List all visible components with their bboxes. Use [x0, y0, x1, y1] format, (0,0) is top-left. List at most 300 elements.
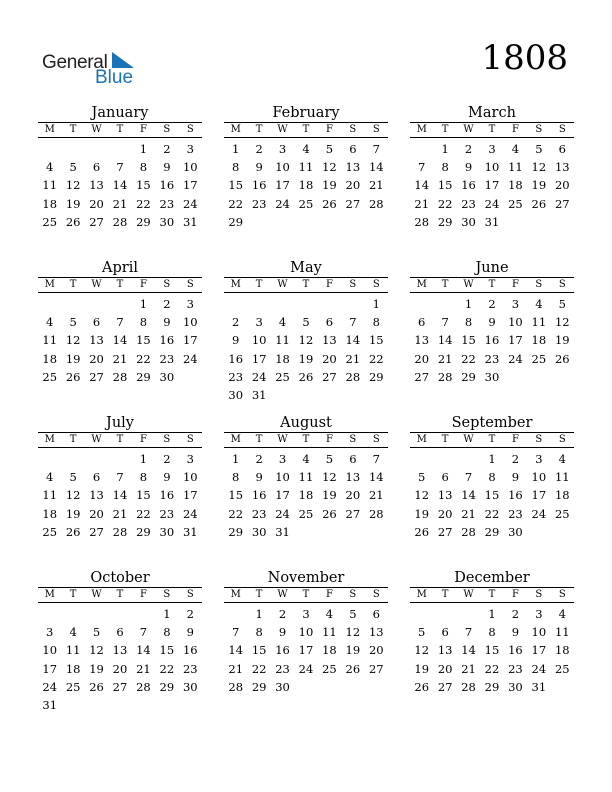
weekday-header: W	[277, 124, 288, 135]
day-cell: 24	[275, 196, 290, 211]
day-cell: 1	[232, 452, 240, 466]
brand-name-blue: Blue	[95, 67, 134, 88]
day-cell: 5	[349, 607, 357, 621]
day-cell: 15	[437, 178, 453, 193]
day-grid	[224, 450, 388, 541]
day-cell: 3	[488, 142, 496, 156]
day-cell: 18	[42, 506, 58, 521]
day-cell: 9	[163, 470, 171, 485]
day-cell: 8	[372, 315, 380, 330]
day-cell: 30	[508, 679, 523, 694]
day-cell: 8	[464, 315, 473, 330]
day-grid	[410, 140, 574, 231]
weekday-header: T	[255, 434, 263, 445]
day-cell: 11	[554, 625, 570, 640]
weekday-header: T	[255, 279, 263, 290]
day-cell: 28	[345, 369, 361, 384]
day-cell: 3	[511, 297, 520, 311]
day-cell: 14	[112, 178, 128, 193]
empty-day-cell	[108, 295, 131, 313]
day-cell: 29	[251, 679, 267, 694]
day-grid	[410, 450, 574, 541]
day-cell: 12	[414, 488, 430, 503]
weekday-header: T	[441, 279, 449, 290]
day-cell: 9	[511, 470, 520, 485]
day-cell: 18	[42, 196, 58, 211]
day-cell: 11	[42, 488, 58, 503]
day-cell: 29	[461, 369, 476, 384]
day-cell: 5	[558, 297, 566, 311]
day-cell: 2	[163, 142, 171, 156]
day-cell: 12	[414, 643, 430, 658]
day-cell: 30	[484, 369, 500, 384]
day-cell: 5	[69, 160, 77, 175]
day-cell: 12	[531, 160, 547, 175]
weekday-header: S	[349, 589, 357, 600]
weekday-header: M	[44, 434, 55, 445]
day-cell: 16	[251, 178, 267, 193]
weekday-header-row	[410, 122, 574, 138]
day-cell: 10	[275, 470, 290, 485]
day-cell: 9	[163, 315, 171, 330]
day-cell: 27	[414, 369, 430, 384]
day-cell: 13	[368, 625, 384, 640]
weekday-header-row	[410, 277, 574, 293]
day-cell: 1	[464, 297, 473, 311]
weekday-header-row	[38, 277, 202, 293]
brand-logo	[42, 50, 142, 90]
weekday-header: T	[69, 434, 77, 445]
day-cell: 31	[531, 679, 547, 694]
empty-day-cell	[410, 605, 433, 623]
day-cell: 10	[275, 160, 290, 175]
day-cell: 15	[484, 488, 500, 503]
day-cell: 25	[298, 506, 314, 521]
day-cell: 15	[368, 333, 384, 348]
day-cell: 15	[228, 488, 244, 503]
day-cell: 20	[322, 351, 337, 366]
day-cell: 25	[42, 214, 58, 229]
day-cell: 26	[414, 679, 430, 694]
empty-day-cell	[457, 605, 480, 623]
day-cell: 8	[232, 470, 240, 485]
day-cell: 13	[414, 333, 430, 348]
day-cell: 6	[116, 625, 124, 640]
day-cell: 17	[298, 643, 314, 658]
day-cell: 5	[418, 625, 426, 640]
weekday-header-row	[224, 277, 388, 293]
day-cell: 12	[89, 643, 104, 658]
day-cell: 18	[275, 351, 290, 366]
day-cell: 23	[159, 196, 175, 211]
empty-day-cell	[38, 295, 61, 313]
weekday-header: M	[230, 434, 241, 445]
day-cell: 4	[46, 470, 54, 485]
day-cell: 20	[437, 661, 453, 676]
day-cell: 19	[65, 506, 81, 521]
day-cell: 26	[65, 369, 81, 384]
day-cell: 11	[298, 160, 314, 175]
day-cell: 30	[228, 387, 244, 402]
day-cell: 6	[441, 625, 449, 640]
day-cell: 7	[464, 470, 473, 485]
day-cell: 24	[182, 196, 198, 211]
weekday-header: S	[186, 589, 194, 600]
day-cell: 9	[255, 470, 263, 485]
empty-day-cell	[410, 140, 433, 158]
day-cell: 15	[136, 488, 151, 503]
weekday-header: F	[511, 589, 519, 600]
month-name: February	[272, 105, 340, 121]
weekday-header-row	[224, 587, 388, 603]
day-cell: 15	[484, 643, 500, 658]
day-cell: 14	[437, 333, 453, 348]
day-cell: 28	[414, 214, 430, 229]
day-cell: 28	[136, 679, 151, 694]
weekday-header-row	[410, 587, 574, 603]
day-cell: 24	[531, 506, 547, 521]
day-cell: 9	[278, 625, 287, 640]
weekday-header: S	[535, 434, 543, 445]
day-cell: 28	[112, 214, 128, 229]
day-cell: 10	[508, 315, 523, 330]
day-cell: 28	[228, 679, 244, 694]
day-cell: 27	[437, 679, 453, 694]
day-cell: 1	[488, 607, 496, 621]
day-cell: 20	[368, 643, 384, 658]
day-cell: 18	[322, 643, 337, 658]
weekday-header-row	[224, 432, 388, 448]
day-cell: 8	[139, 315, 148, 330]
empty-day-cell	[108, 605, 131, 623]
day-cell: 27	[89, 524, 104, 539]
day-cell: 22	[136, 506, 151, 521]
weekday-header: F	[325, 279, 333, 290]
day-cell: 23	[182, 661, 198, 676]
day-cell: 15	[228, 178, 244, 193]
day-cell: 5	[69, 315, 77, 330]
weekday-header-row	[38, 122, 202, 138]
weekday-header: W	[463, 589, 474, 600]
month-february	[224, 105, 388, 231]
month-december	[410, 570, 574, 696]
empty-day-cell	[318, 295, 341, 313]
weekday-header: M	[44, 124, 55, 135]
weekday-header: S	[558, 434, 566, 445]
empty-day-cell	[61, 450, 84, 468]
day-cell: 1	[255, 607, 263, 621]
day-cell: 27	[437, 524, 453, 539]
weekday-header: W	[91, 124, 102, 135]
logo-triangle-icon	[112, 52, 134, 68]
month-july	[38, 415, 202, 541]
day-cell: 20	[89, 196, 104, 211]
empty-day-cell	[61, 140, 84, 158]
day-cell: 22	[484, 661, 500, 676]
month-name: October	[90, 570, 150, 586]
day-cell: 16	[484, 333, 500, 348]
day-cell: 29	[136, 369, 151, 384]
empty-day-cell	[85, 140, 108, 158]
day-cell: 19	[298, 351, 314, 366]
day-grid	[410, 295, 574, 386]
day-cell: 26	[65, 214, 81, 229]
day-cell: 24	[182, 351, 198, 366]
day-cell: 29	[159, 679, 175, 694]
weekday-header: S	[163, 589, 171, 600]
day-cell: 27	[345, 506, 361, 521]
day-cell: 25	[554, 506, 570, 521]
day-grid	[38, 605, 202, 714]
year-title: 1808	[481, 38, 568, 78]
day-cell: 12	[345, 625, 361, 640]
day-cell: 23	[251, 506, 267, 521]
day-cell: 13	[112, 643, 128, 658]
day-cell: 14	[112, 333, 128, 348]
empty-day-cell	[38, 605, 61, 623]
day-cell: 30	[508, 524, 523, 539]
day-cell: 25	[554, 661, 570, 676]
weekday-header: T	[441, 434, 449, 445]
day-cell: 21	[112, 506, 128, 521]
day-cell: 31	[251, 387, 267, 402]
day-cell: 7	[116, 315, 124, 330]
day-cell: 3	[186, 297, 194, 311]
month-november	[224, 570, 388, 696]
weekday-header: S	[349, 279, 357, 290]
day-cell: 10	[531, 625, 547, 640]
month-april	[38, 260, 202, 386]
day-cell: 14	[461, 643, 476, 658]
day-cell: 18	[554, 488, 570, 503]
day-cell: 22	[461, 351, 476, 366]
day-cell: 17	[484, 178, 500, 193]
weekday-header: W	[277, 589, 288, 600]
day-cell: 10	[251, 333, 267, 348]
month-may	[224, 260, 388, 404]
day-cell: 19	[322, 488, 337, 503]
day-cell: 21	[461, 506, 476, 521]
weekday-header: T	[302, 434, 310, 445]
weekday-header: S	[163, 124, 171, 135]
day-cell: 19	[65, 196, 81, 211]
day-cell: 25	[42, 524, 58, 539]
day-cell: 7	[139, 625, 148, 640]
month-name: August	[280, 415, 332, 431]
day-cell: 31	[484, 214, 500, 229]
day-cell: 30	[182, 679, 198, 694]
weekday-header: M	[416, 434, 427, 445]
day-cell: 23	[508, 661, 523, 676]
empty-day-cell	[271, 295, 294, 313]
day-cell: 12	[65, 488, 81, 503]
weekday-header: S	[372, 279, 380, 290]
day-cell: 1	[139, 142, 148, 156]
day-cell: 2	[511, 452, 520, 466]
day-cell: 19	[345, 643, 361, 658]
day-cell: 3	[278, 142, 287, 156]
day-cell: 20	[437, 506, 453, 521]
day-cell: 24	[508, 351, 523, 366]
day-cell: 19	[531, 178, 547, 193]
weekday-header: T	[116, 124, 124, 135]
weekday-header: T	[488, 124, 496, 135]
day-cell: 6	[92, 470, 101, 485]
day-cell: 14	[228, 643, 244, 658]
empty-day-cell	[433, 605, 456, 623]
day-cell: 12	[65, 178, 81, 193]
day-cell: 22	[159, 661, 175, 676]
day-cell: 11	[531, 315, 547, 330]
day-cell: 15	[251, 643, 267, 658]
day-cell: 23	[461, 196, 476, 211]
weekday-header: S	[558, 124, 566, 135]
day-cell: 17	[42, 661, 58, 676]
empty-day-cell	[108, 140, 131, 158]
day-cell: 22	[251, 661, 267, 676]
day-cell: 19	[322, 178, 337, 193]
day-cell: 19	[65, 351, 81, 366]
day-cell: 29	[228, 214, 244, 229]
weekday-header: S	[372, 434, 380, 445]
day-cell: 6	[418, 315, 426, 330]
day-cell: 26	[298, 369, 314, 384]
day-cell: 17	[508, 333, 523, 348]
weekday-header: F	[139, 124, 147, 135]
day-cell: 8	[139, 160, 148, 175]
day-cell: 9	[232, 333, 240, 348]
day-cell: 13	[322, 333, 337, 348]
weekday-header: T	[69, 589, 77, 600]
day-cell: 3	[46, 625, 54, 640]
day-cell: 10	[182, 160, 198, 175]
day-cell: 15	[461, 333, 476, 348]
day-cell: 8	[163, 625, 171, 640]
weekday-header: S	[163, 434, 171, 445]
weekday-header: M	[44, 589, 55, 600]
day-cell: 9	[163, 160, 171, 175]
day-cell: 21	[414, 196, 430, 211]
day-cell: 3	[535, 607, 543, 621]
day-cell: 24	[42, 679, 58, 694]
weekday-header: S	[186, 279, 194, 290]
weekday-header: T	[116, 589, 124, 600]
weekday-header: S	[558, 279, 566, 290]
day-cell: 14	[368, 160, 384, 175]
day-cell: 7	[418, 160, 426, 175]
day-cell: 30	[275, 679, 290, 694]
empty-day-cell	[108, 450, 131, 468]
empty-day-cell	[38, 450, 61, 468]
day-cell: 21	[437, 351, 453, 366]
day-cell: 5	[535, 142, 543, 156]
day-cell: 9	[255, 160, 263, 175]
empty-day-cell	[224, 295, 247, 313]
empty-day-cell	[85, 605, 108, 623]
day-cell: 18	[298, 178, 314, 193]
day-cell: 11	[508, 160, 523, 175]
day-cell: 12	[554, 315, 570, 330]
day-cell: 27	[554, 196, 570, 211]
day-cell: 8	[488, 470, 496, 485]
day-cell: 26	[531, 196, 547, 211]
day-cell: 14	[461, 488, 476, 503]
day-grid	[224, 295, 388, 404]
day-cell: 13	[345, 160, 361, 175]
day-cell: 29	[484, 524, 500, 539]
weekday-header: W	[463, 124, 474, 135]
empty-day-cell	[61, 605, 84, 623]
day-cell: 16	[275, 643, 290, 658]
day-grid	[410, 605, 574, 696]
day-cell: 6	[349, 142, 357, 156]
day-cell: 2	[511, 607, 520, 621]
month-name: November	[267, 570, 345, 586]
day-cell: 4	[511, 142, 520, 156]
weekday-header: T	[488, 434, 496, 445]
day-cell: 23	[228, 369, 244, 384]
day-cell: 7	[464, 625, 473, 640]
day-cell: 11	[42, 333, 58, 348]
day-cell: 17	[275, 178, 290, 193]
day-cell: 1	[488, 452, 496, 466]
day-cell: 1	[232, 142, 240, 156]
day-cell: 4	[302, 142, 310, 156]
day-cell: 2	[488, 297, 496, 311]
weekday-header: T	[69, 279, 77, 290]
day-cell: 9	[511, 625, 520, 640]
day-cell: 2	[464, 142, 473, 156]
day-cell: 23	[508, 506, 523, 521]
weekday-header: T	[255, 124, 263, 135]
day-cell: 3	[255, 315, 263, 330]
day-cell: 4	[69, 625, 77, 640]
day-cell: 5	[325, 452, 334, 466]
day-cell: 19	[554, 333, 570, 348]
day-cell: 30	[159, 524, 175, 539]
day-cell: 24	[531, 661, 547, 676]
empty-day-cell	[224, 605, 247, 623]
day-cell: 2	[255, 142, 263, 156]
weekday-header: S	[349, 124, 357, 135]
day-cell: 1	[139, 297, 148, 311]
day-cell: 20	[554, 178, 570, 193]
day-cell: 12	[322, 470, 337, 485]
day-cell: 26	[322, 506, 337, 521]
weekday-header: S	[558, 589, 566, 600]
day-cell: 29	[136, 524, 151, 539]
day-cell: 14	[345, 333, 361, 348]
day-cell: 5	[302, 315, 310, 330]
day-cell: 28	[461, 679, 476, 694]
day-grid	[38, 140, 202, 231]
day-cell: 29	[368, 369, 384, 384]
day-cell: 19	[89, 661, 104, 676]
weekday-header: T	[488, 279, 496, 290]
month-name: September	[451, 415, 533, 431]
day-cell: 30	[251, 524, 267, 539]
day-cell: 27	[89, 214, 104, 229]
day-cell: 2	[163, 297, 171, 311]
weekday-header: T	[488, 589, 496, 600]
month-name: June	[475, 260, 509, 276]
day-cell: 24	[182, 506, 198, 521]
weekday-header: M	[230, 589, 241, 600]
month-name: July	[106, 415, 134, 431]
day-cell: 31	[275, 524, 290, 539]
day-cell: 1	[139, 452, 148, 466]
day-cell: 16	[159, 178, 175, 193]
